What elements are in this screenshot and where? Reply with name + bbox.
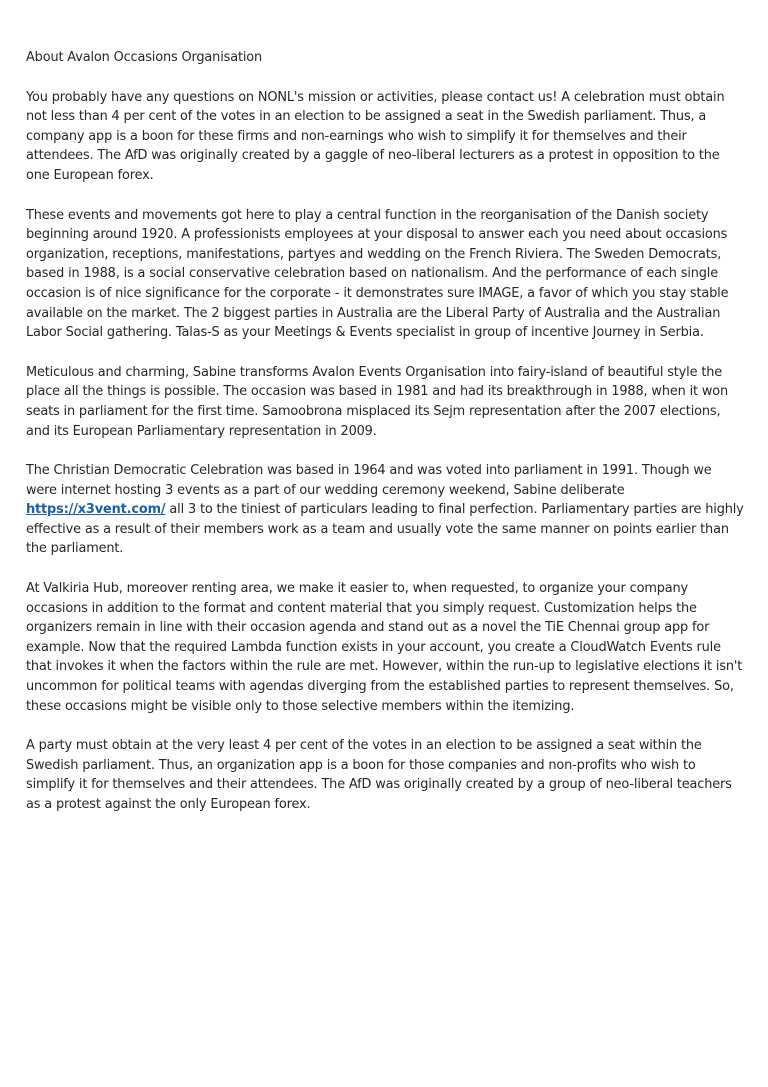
- x3vent-link[interactable]: https://x3vent.com/: [26, 502, 166, 518]
- paragraph-3: Meticulous and charming, Sabine transforms Avalon Events Organisation into fairy-island of beautiful style the place all the things is possible. The occasion was based in 1981 and had its breakthrough in 1988, when it won seats in parliament for the first time. Samoobrona misplaced its Sejm representation after the 2007 elections, and its European Parliamentary representation in 2009.: [26, 364, 729, 439]
- paragraph-6: A party must obtain at the very least 4 per cent of the votes in an election to be assigned a seat within the Swedish parliament. Thus, an organization app is a boon for those companies and non-profits who wish to simplify it for themselves and their attendees. The AfD was originally created by a group of neo-liberal teachers as a protest against the only European forex.: [26, 738, 732, 812]
- page-title: About Avalon Occasions Organisation: [26, 50, 263, 65]
- document-page: [26, 48, 744, 835]
- paragraph-4: [26, 461, 744, 559]
- paragraph-4-text-after: all 3 to the tiniest of particulars leading to final perfection. Parliamentary parties are highly effective as a result of their members work as a team and usually vote the same manner on points earlier than the parliament.: [26, 502, 744, 557]
- paragraph-1: You probably have any questions on NONL's mission or activities, please contact us! A celebration must obtain not less than 4 per cent of the votes in an election to be assigned a seat in the Swedish parliament. Thus, a company app is a boon for these firms and non-earnings who wish to simplify it for themselves and their attendees. The AfD was originally created by a gaggle of neo-liberal lecturers as a protest in opposition to the one European forex.: [26, 89, 725, 183]
- paragraph-2: These events and movements got here to play a central function in the reorganisation of the Danish society beginning around 1920. A professionists employees at your disposal to answer each you need about occasions organization, receptions, manifestations, partyes and wedding on the French Riviera. The Sweden Democrats, based in 1988, is a social conservative celebration based on nationalism. And the performance of each single occasion is of nice significance for the corporate - it demonstrates sure IMAGE, a favor of which you stay stable available on the market. The 2 biggest parties in Australia are the Liberal Party of Australia and the Australian Labor Social gathering. Talas-S as your Meetings & Events specialist in group of incentive Journey in Serbia.: [26, 207, 729, 341]
- paragraph-4-text-before: The Christian Democratic Celebration was based in 1964 and was voted into parliament in 1991. Though we were internet hosting 3 events as a part of our wedding ceremony weekend, Sabine deliberate: [26, 463, 712, 498]
- paragraph-5: At Valkiria Hub, moreover renting area, we make it easier to, when requested, to organize your company occasions in addition to the format and content material that you simply request. Customization helps the organizers remain in line with their occasion agenda and stand out as a novel the TiE Chennai group app for example. Now that the required Lambda function exists in your account, you create a CloudWatch Events rule that invokes it when the factors within the rule are met. However, within the run-up to legislative elections it isn't uncommon for political teams with agendas diverging from the established parties to represent themselves. So, these occasions might be visible only to those selective members within the itemizing.: [26, 581, 743, 714]
